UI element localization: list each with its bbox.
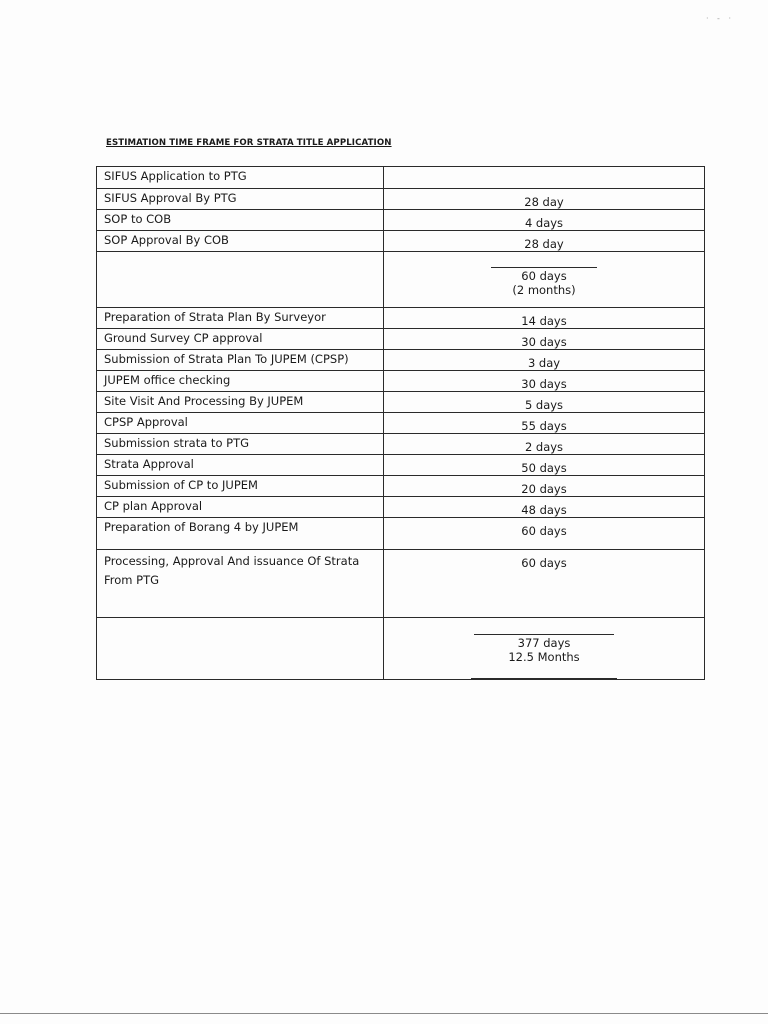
table-row [97, 189, 705, 210]
task-cell: Ground Survey CP approval [97, 329, 384, 350]
subtotal-cell [384, 252, 705, 308]
task-cell [97, 618, 384, 680]
document-title: ESTIMATION TIME FRAME FOR STRATA TITLE APPLICATION [106, 138, 392, 148]
total-row [97, 618, 705, 680]
task-cell [97, 252, 384, 308]
table-row [97, 371, 705, 392]
task-cell: SOP to COB [97, 210, 384, 231]
duration-cell: 60 days [384, 550, 705, 618]
task-cell: SIFUS Approval By PTG [97, 189, 384, 210]
duration-cell: 30 days [384, 371, 705, 392]
duration-cell: 20 days [384, 476, 705, 497]
task-cell: Site Visit And Processing By JUPEM [97, 392, 384, 413]
table-row [97, 434, 705, 455]
task-text: Processing, Approval And issuance Of Strata From PTG [104, 554, 360, 587]
total-cell [384, 618, 705, 680]
subtotal-row [97, 252, 705, 308]
task-cell: Submission strata to PTG [97, 434, 384, 455]
duration-cell: 60 days [384, 518, 705, 550]
task-cell [97, 550, 384, 618]
table-row [97, 497, 705, 518]
table-row [97, 350, 705, 371]
duration-cell: 48 days [384, 497, 705, 518]
duration-cell: 4 days [384, 210, 705, 231]
task-cell: CPSP Approval [97, 413, 384, 434]
duration-cell: 30 days [384, 329, 705, 350]
task-cell: SOP Approval By COB [97, 231, 384, 252]
task-cell: Submission of Strata Plan To JUPEM (CPSP) [97, 350, 384, 371]
table-row [97, 476, 705, 497]
scan-mark: · - · [705, 14, 734, 23]
table-row [97, 455, 705, 476]
table-row [97, 167, 705, 189]
table-row [97, 329, 705, 350]
duration-cell: 5 days [384, 392, 705, 413]
duration-cell: 28 day [384, 189, 705, 210]
subtotal-days: 60 days [521, 269, 567, 283]
duration-cell: 14 days [384, 308, 705, 329]
table-row [97, 413, 705, 434]
task-cell: Submission of CP to JUPEM [97, 476, 384, 497]
subtotal-rule [491, 267, 597, 268]
duration-cell: 28 day [384, 231, 705, 252]
table-row [97, 392, 705, 413]
table-row [97, 308, 705, 329]
total-days: 377 days [517, 636, 571, 650]
task-cell: Preparation of Strata Plan By Surveyor [97, 308, 384, 329]
duration-cell: 50 days [384, 455, 705, 476]
duration-cell [384, 167, 705, 189]
task-cell: CP plan Approval [97, 497, 384, 518]
table-row [97, 210, 705, 231]
task-cell: Preparation of Borang 4 by JUPEM [97, 518, 384, 550]
total-months: 12.5 Months [508, 650, 580, 664]
total-rule-top [474, 634, 614, 635]
task-cell: JUPEM office checking [97, 371, 384, 392]
duration-cell: 3 day [384, 350, 705, 371]
timeframe-table [96, 166, 705, 680]
table-row [97, 518, 705, 550]
scan-edge-line [0, 1013, 768, 1014]
task-cell: SIFUS Application to PTG [97, 167, 384, 189]
duration-cell: 55 days [384, 413, 705, 434]
table-row [97, 231, 705, 252]
table-row [97, 550, 705, 618]
subtotal-months: (2 months) [512, 283, 576, 297]
total-rule-bottom [471, 678, 617, 679]
duration-cell: 2 days [384, 434, 705, 455]
task-cell: Strata Approval [97, 455, 384, 476]
